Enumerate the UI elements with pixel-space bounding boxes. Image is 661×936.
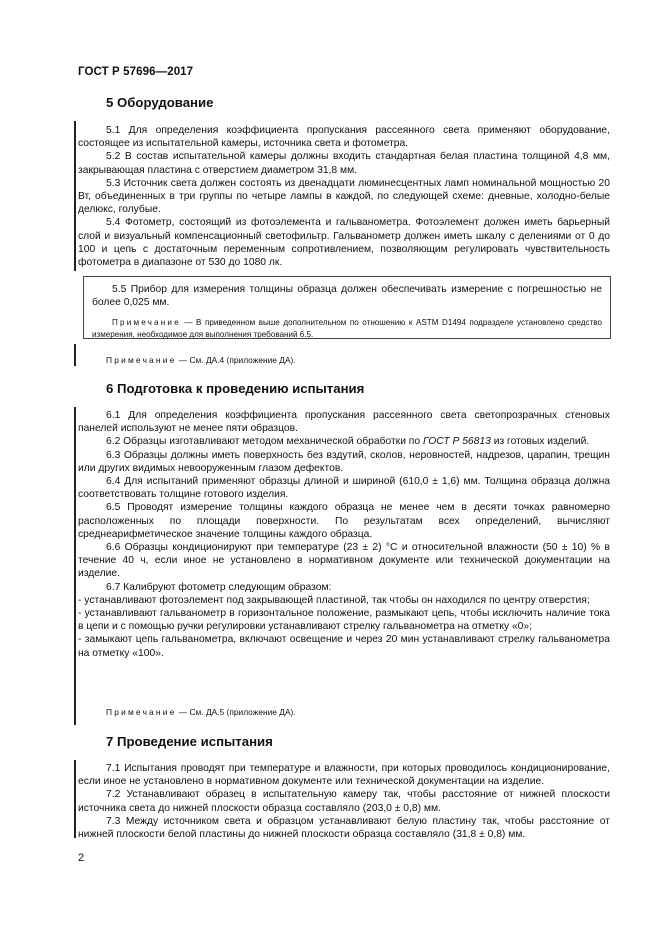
paragraph-6-2-start: 6.2 Образцы изготавливают методом механической обработки по [106, 436, 423, 448]
list-item-6-7-2: - устанавливают гальванометр в горизонтальное положение, размыкают цепь, чтобы исключить наличие тока в цепи и с помощью ручки регулировки устанавливают стрелку гальванометра на отметку «0»; [78, 608, 610, 633]
note-section-5 [106, 355, 296, 365]
note-text: — В приведенном выше дополнительном по отношению к ASTM D1494 подразделе установлено средство измерения, необходимое для выполнения требований 6.5. [92, 318, 602, 340]
paragraph-6-4: 6.4 Для испытаний применяют образцы длиной и шириной (610,0 ± 1,6) мм. Толщина образца должна соответствовать толщине готового изделия. [78, 476, 610, 501]
paragraph-6-1: 6.1 Для определения коэффициента пропускания рассеянного света светопрозрачных стеновых панелей используют не менее пяти образцов. [78, 410, 610, 435]
paragraph-7-2: 7.2 Устанавливают образец в испытательную камеру так, чтобы расстояние от нижней плоскости источника света до нижней плоскости образца составляло (203,0 ± 0,8) мм. [78, 789, 610, 814]
added-clause-box [83, 276, 611, 339]
change-bar [74, 407, 76, 725]
paragraph-6-6: 6.6 Образцы кондиционируют при температуре (23 ± 2) °С и относительной влажности (50 ± 10) % в течение 40 ч, если иное не установлено в нормативном документе или технической документации на изделие. [78, 542, 610, 580]
section-5-title: 5 Оборудование [106, 95, 214, 110]
section-7-body [78, 762, 610, 841]
paragraph-6-7: 6.7 Калибруют фотометр следующим образом: [106, 581, 332, 593]
paragraph-5-1: 5.1 Для определения коэффициента пропускания рассеянного света применяют оборудование, состоящее из испытательной камеры, источника света и фотометра. [78, 125, 610, 150]
paragraph-6-5: 6.5 Проводят измерение толщины каждого образца не менее чем в десяти точках равномерно расположенных по площади поверхности. По результатам всех определений, вычисляют среднеарифметическое значение толщины каждого образца. [78, 502, 610, 540]
paragraph-5-2: 5.2 В состав испытательной камеры должны входить стандартная белая пластина толщиной 4,8 мм, закрывающая пластина с отверстием диаметром 31,8 мм. [78, 151, 610, 176]
standard-reference-link: ГОСТ Р 56813 [422, 436, 491, 448]
paragraph-5-3: 5.3 Источник света должен состоять из двенадцати люминесцентных ламп номинальной мощностью 20 Вт, объединенных в три группы по четыре лампы в каждой, по следующей схеме: дневные, холодно-белые делюкс, голубые. [78, 177, 610, 216]
change-bar [74, 760, 76, 838]
paragraph-6-2 [78, 435, 610, 448]
paragraph-6-2-end: из готовых изделий. [490, 436, 590, 448]
list-item-6-7-1: - устанавливают фотоэлемент под закрывающей пластиной, так чтобы он находился по центру отверстия; [78, 594, 590, 606]
section-7-title: 7 Проведение испытания [106, 734, 273, 749]
note-text: — См. ДА.5 (приложение ДА). [176, 707, 296, 717]
section-6-body [78, 409, 610, 660]
section-6-title: 6 Подготовка к проведению испытания [106, 381, 365, 396]
change-bar [74, 121, 76, 271]
note-box [92, 317, 602, 341]
note-label: Примечание [106, 355, 177, 365]
paragraph-6-3: 6.3 Образцы должны иметь поверхность без вздутий, сколов, неровностей, надрезов, царапин, трещин или других видимых невооруженным глазом дефектов. [78, 449, 610, 474]
paragraph-7-1: 7.1 Испытания проводят при температуре и влажности, при которых проводилось кондиционирование, если иное не установлено в нормативном документе или технической документации на изделие. [78, 763, 610, 788]
paragraph-5-5: 5.5 Прибор для измерения толщины образца должен обеспечивать измерение с погрешностью не более 0,025 мм. [92, 284, 602, 309]
note-label: Примечание [112, 318, 181, 328]
note-text: — См. ДА.4 (приложение ДА). [176, 355, 296, 365]
note-label: Примечание [106, 707, 177, 717]
note-section-6 [106, 707, 296, 717]
section-5-body [78, 124, 610, 269]
paragraph-5-4: 5.4 Фотометр, состоящий из фотоэлемента и гальванометра. Фотоэлемент должен иметь барьерный слой и визуальный компенсационный светофильтр. Гальванометр должен иметь шкалу с делениями от 0 до 100 и цепь с достаточным переменным сопротивлением, позволяющим регулировать чувствительность фотометра в диапазоне от 530 до 1080 лк. [78, 217, 610, 269]
change-bar [74, 344, 76, 366]
page-number: 2 [78, 852, 85, 864]
standard-header: ГОСТ Р 57696—2017 [78, 66, 194, 78]
paragraph-7-3: 7.3 Между источником света и образцом устанавливают белую пластину так, чтобы расстояние от нижней плоскости белой пластины до нижней плоскости образца составляло (31,8 ± 0,8) мм. [78, 815, 610, 841]
list-item-6-7-3: - замыкают цепь гальванометра, включают освещение и через 20 мин устанавливают стрелку гальванометра на отметку «100». [78, 634, 610, 659]
